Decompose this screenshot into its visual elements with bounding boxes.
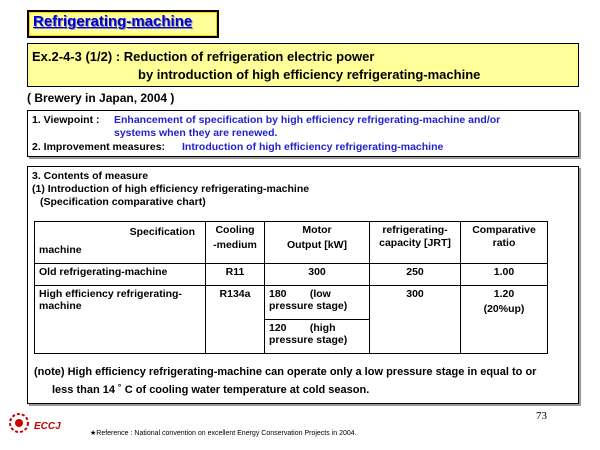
header-spec: Specification	[129, 226, 195, 238]
high-name-1: High efficiency refrigerating-	[39, 288, 182, 300]
note-line-1: (note) High efficiency refrigerating-machine can operate only a low pressure stage in equal to or	[34, 366, 537, 378]
subtitle-box	[27, 43, 579, 87]
table-row-old	[35, 264, 548, 286]
title-box	[27, 10, 219, 38]
source-note: ( Brewery in Japan, 2004 )	[27, 91, 175, 105]
header-ratio	[461, 222, 548, 264]
subtitle-line-1: Ex.2-4-3 (1/2) : Reduction of refrigeration electric power	[32, 49, 375, 64]
high-ratio-value: 1.20	[493, 288, 515, 300]
improvement-label: 2. Improvement measures:	[32, 141, 166, 153]
header-spec-machine	[35, 222, 206, 264]
header-cooling-1: Cooling	[215, 224, 255, 236]
viewpoint-text-1: Enhancement of specification by high efficiency refrigerating-machine and/or	[114, 114, 501, 126]
high-ratio-pct: (20%up)	[483, 303, 525, 315]
note-line-2: less than 14 ˚ C of cooling water temperature at cold season.	[52, 384, 370, 396]
subtitle-line-2: by introduction of high efficiency refrigerating-machine	[138, 67, 481, 82]
header-capacity-2: capacity [JRT]	[379, 237, 451, 249]
old-ratio: 1.00	[461, 264, 548, 286]
header-ratio-1: Comparative	[472, 224, 536, 236]
high-name	[35, 286, 206, 354]
old-output: 300	[265, 264, 370, 286]
header-ratio-2: ratio	[492, 237, 516, 249]
high-output-low	[265, 286, 370, 320]
contents-item-1-sub: (Specification comparative chart)	[40, 196, 206, 208]
footer-reference: ★Reference : National convention on excellent Energy Conservation Projects in 2004.	[90, 430, 357, 437]
viewpoint-text-2: systems when they are renewed.	[114, 127, 278, 139]
high-output-high	[265, 320, 370, 354]
eccj-logo-icon	[8, 412, 30, 434]
old-capacity: 250	[370, 264, 461, 286]
high-name-2: machine	[39, 300, 82, 312]
eccj-logo-text: ECCJ	[34, 421, 61, 432]
contents-item-1: (1) Introduction of high efficiency refrigerating-machine	[32, 183, 310, 195]
old-name: Old refrigerating-machine	[35, 264, 206, 286]
high-medium: R134a	[206, 286, 265, 354]
high-output-low-1: 180 (low	[269, 288, 331, 300]
high-output-high-2: pressure stage)	[269, 334, 348, 346]
high-output-high-1: 120 (high	[269, 322, 336, 334]
header-machine: machine	[39, 244, 82, 256]
table-header-row	[35, 222, 548, 264]
header-capacity-1: refrigerating-	[382, 224, 448, 236]
viewpoint-label: 1. Viewpoint :	[32, 114, 100, 126]
header-cooling	[206, 222, 265, 264]
high-capacity: 300	[370, 286, 461, 354]
header-motor	[265, 222, 370, 264]
contents-heading: 3. Contents of measure	[32, 170, 149, 182]
improvement-text: Introduction of high efficiency refrigerating-machine	[182, 141, 444, 153]
header-motor-1: Motor	[302, 224, 332, 236]
spec-table	[34, 221, 548, 354]
high-ratio	[461, 286, 548, 354]
table-row-high-1	[35, 286, 548, 320]
old-medium: R11	[206, 264, 265, 286]
header-motor-2: Output [kW]	[286, 239, 348, 251]
page-number: 73	[536, 410, 547, 422]
header-capacity	[370, 222, 461, 264]
high-output-low-2: pressure stage)	[269, 300, 348, 312]
page-title: Refrigerating-machine	[33, 13, 193, 30]
viewpoint-box	[27, 110, 579, 157]
header-cooling-2: -medium	[213, 239, 257, 251]
